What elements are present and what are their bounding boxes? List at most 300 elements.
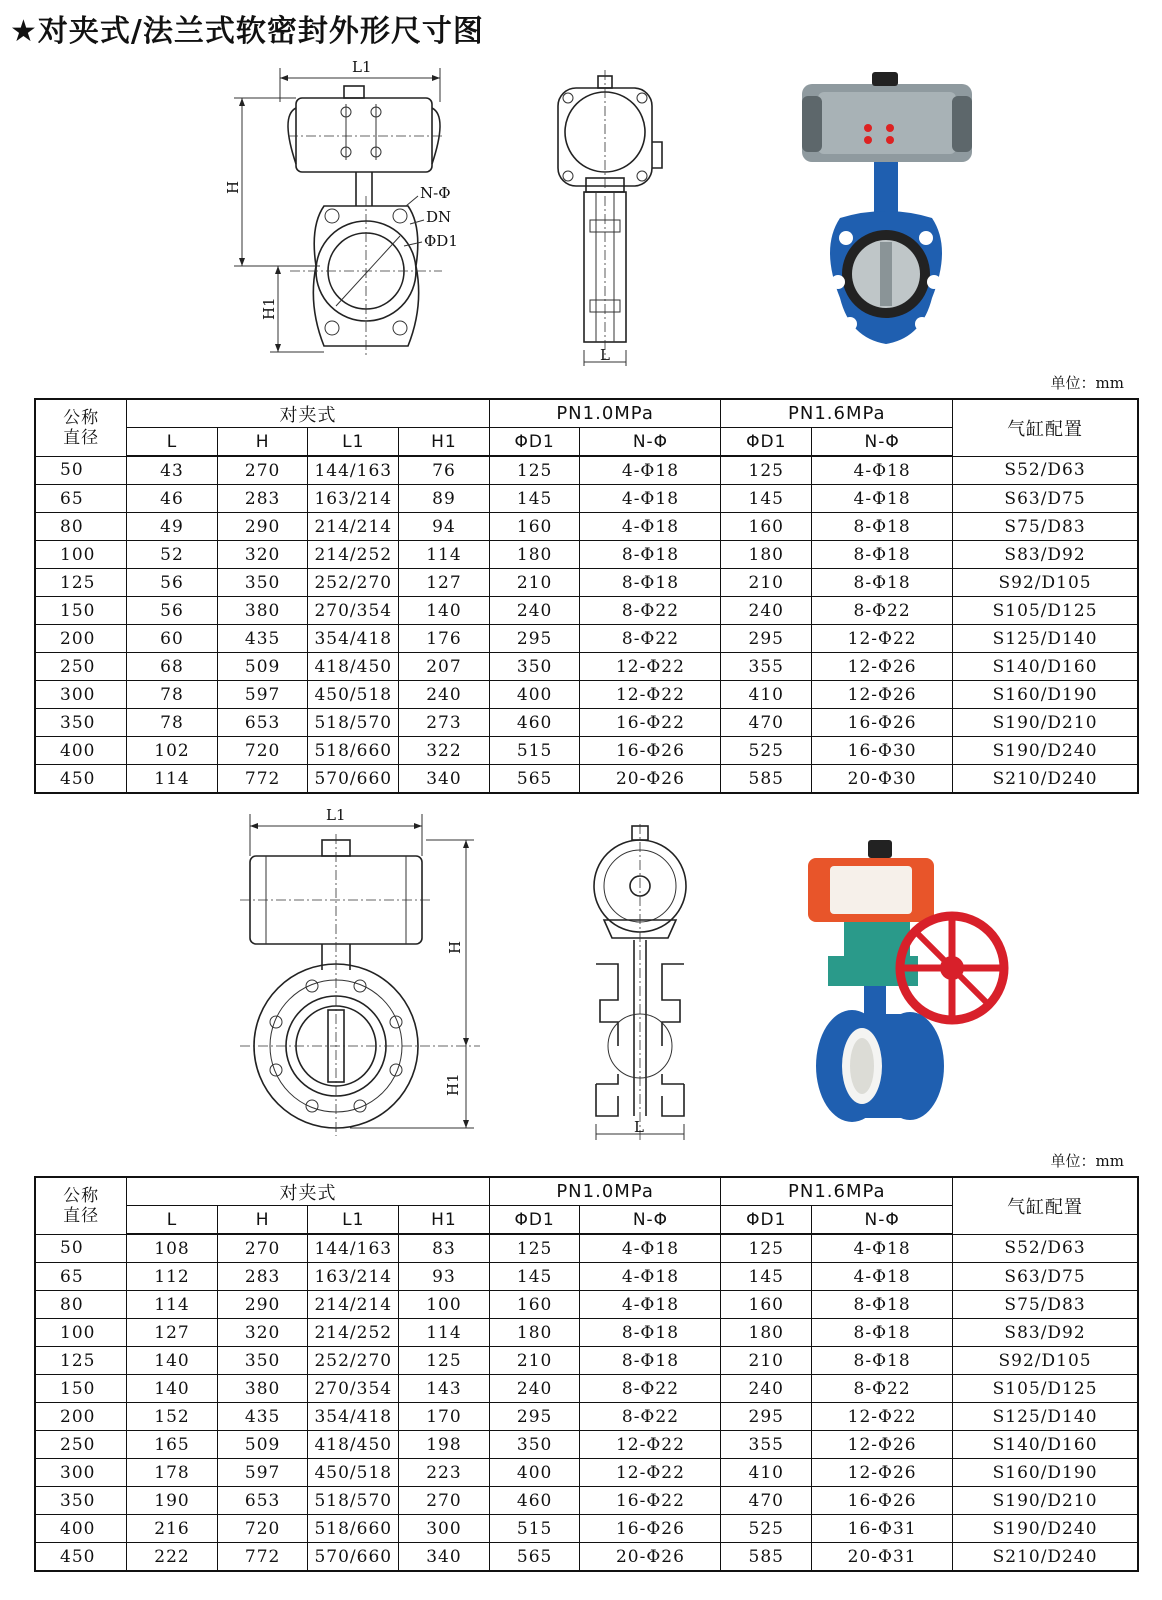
table-cell: S190/D210 (953, 709, 1138, 737)
table-cell: 565 (489, 1543, 580, 1572)
table-row (35, 681, 1138, 709)
table-cell: 56 (127, 597, 218, 625)
table-cell: 43 (127, 456, 218, 485)
table-cell: 12-Φ26 (812, 653, 953, 681)
table-cell: 772 (217, 765, 308, 794)
table-cell: 8-Φ18 (812, 513, 953, 541)
wafer-valve-side-drawing (540, 70, 680, 370)
table-cell: 56 (127, 569, 218, 597)
table-cell: 16-Φ26 (580, 737, 721, 765)
table-cell: S190/D240 (953, 737, 1138, 765)
table-cell: 78 (127, 709, 218, 737)
table-cell: 20-Φ26 (580, 1543, 721, 1572)
cell-nominal-diameter: 450 (35, 765, 127, 794)
table-cell: 240 (489, 1375, 580, 1403)
table-cell: 20-Φ26 (580, 765, 721, 794)
table-cell: 100 (399, 1291, 490, 1319)
table-cell: 145 (489, 1263, 580, 1291)
table-cell: 176 (399, 625, 490, 653)
table-cell: 410 (721, 1459, 812, 1487)
table-cell: S140/D160 (953, 653, 1138, 681)
header-cylinder-config: 气缸配置 (953, 399, 1138, 456)
table-cell: 355 (721, 653, 812, 681)
table-cell: S83/D92 (953, 1319, 1138, 1347)
table-cell: 509 (217, 1431, 308, 1459)
table-cell: 125 (399, 1347, 490, 1375)
spec-table-flanged (34, 1176, 1139, 1572)
dim-L-2: L (634, 1118, 644, 1136)
table-cell: 350 (489, 1431, 580, 1459)
dim-L1: L1 (352, 58, 372, 76)
table-cell: 290 (217, 1291, 308, 1319)
table-cell: 270 (217, 456, 308, 485)
header-pn16: PN1.6MPa (721, 399, 953, 428)
table-cell: 8-Φ18 (580, 1347, 721, 1375)
table-cell: 295 (489, 1403, 580, 1431)
table-cell: 570/660 (308, 765, 399, 794)
table-cell: 450/518 (308, 1459, 399, 1487)
table-cell: 145 (721, 1263, 812, 1291)
table-cell: 145 (489, 485, 580, 513)
table-body-flanged (35, 1234, 1138, 1571)
table-cell: 46 (127, 485, 218, 513)
table-cell: 252/270 (308, 1347, 399, 1375)
subheader: ΦD1 (721, 1206, 812, 1235)
table-cell: 283 (217, 1263, 308, 1291)
table-cell: 525 (721, 737, 812, 765)
table-cell: 400 (489, 681, 580, 709)
table-cell: S52/D63 (953, 456, 1138, 485)
table-row (35, 1431, 1138, 1459)
table-cell: 49 (127, 513, 218, 541)
table-cell: 270/354 (308, 597, 399, 625)
table-cell: 12-Φ26 (812, 1459, 953, 1487)
table-cell: 4-Φ18 (580, 1263, 721, 1291)
table-cell: 4-Φ18 (580, 1291, 721, 1319)
table-cell: 4-Φ18 (580, 1234, 721, 1263)
table-cell: 8-Φ18 (812, 1347, 953, 1375)
table-cell: 214/214 (308, 1291, 399, 1319)
table-cell: 273 (399, 709, 490, 737)
unit-label-2: 单位：mm (1050, 1152, 1124, 1170)
table-row (35, 1234, 1138, 1263)
table-row (35, 653, 1138, 681)
table-cell: 223 (399, 1459, 490, 1487)
subheader: H1 (399, 428, 490, 457)
table-cell: 12-Φ22 (580, 681, 721, 709)
table-cell: 8-Φ22 (812, 1375, 953, 1403)
cell-nominal-diameter: 125 (35, 1347, 127, 1375)
cell-nominal-diameter: 200 (35, 625, 127, 653)
subheader: L1 (308, 1206, 399, 1235)
table-cell: 518/660 (308, 737, 399, 765)
table-cell: 350 (489, 653, 580, 681)
subheader: ΦD1 (489, 1206, 580, 1235)
table-cell: 240 (721, 597, 812, 625)
table-cell: 140 (399, 597, 490, 625)
table-cell: 300 (399, 1515, 490, 1543)
unit-label-1: 单位：mm (1050, 374, 1124, 392)
header-pn10: PN1.0MPa (489, 399, 721, 428)
table-cell: 125 (489, 456, 580, 485)
table-cell: 165 (127, 1431, 218, 1459)
table-cell: 68 (127, 653, 218, 681)
label-DN: DN (426, 208, 452, 226)
subheader: N-Φ (812, 428, 953, 457)
table-cell: 380 (217, 1375, 308, 1403)
table-cell: 16-Φ26 (580, 1515, 721, 1543)
table-cell: S63/D75 (953, 1263, 1138, 1291)
dim-H1: H1 (260, 297, 278, 320)
table-cell: 114 (399, 1319, 490, 1347)
table-cell: 283 (217, 485, 308, 513)
table-cell: S75/D83 (953, 1291, 1138, 1319)
table-cell: S105/D125 (953, 1375, 1138, 1403)
header-pn10: PN1.0MPa (489, 1177, 721, 1206)
table-cell: S52/D63 (953, 1234, 1138, 1263)
table-cell: S75/D83 (953, 513, 1138, 541)
table-row (35, 709, 1138, 737)
table-cell: 350 (217, 569, 308, 597)
header-wafer-type: 对夹式 (127, 1177, 490, 1206)
subheader: H1 (399, 1206, 490, 1235)
table-cell: 240 (399, 681, 490, 709)
table-cell: 163/214 (308, 1263, 399, 1291)
subheader: N-Φ (580, 428, 721, 457)
table-cell: 12-Φ26 (812, 681, 953, 709)
cell-nominal-diameter: 80 (35, 1291, 127, 1319)
table-cell: 515 (489, 1515, 580, 1543)
table-cell: 435 (217, 1403, 308, 1431)
table-cell: 143 (399, 1375, 490, 1403)
subheader: L (127, 428, 218, 457)
table-cell: 127 (399, 569, 490, 597)
table-cell: 8-Φ22 (580, 1403, 721, 1431)
table-cell: 210 (721, 569, 812, 597)
table-cell: 127 (127, 1319, 218, 1347)
cell-nominal-diameter: 150 (35, 597, 127, 625)
table-cell: 653 (217, 709, 308, 737)
table-cell: 214/252 (308, 541, 399, 569)
table-cell: 114 (399, 541, 490, 569)
cell-nominal-diameter: 350 (35, 709, 127, 737)
table-cell: 585 (721, 1543, 812, 1572)
table-cell: 52 (127, 541, 218, 569)
cell-nominal-diameter: 250 (35, 1431, 127, 1459)
dim-H1-2: H1 (444, 1073, 462, 1096)
table-cell: 8-Φ22 (580, 597, 721, 625)
table-cell: 16-Φ22 (580, 709, 721, 737)
table-cell: 94 (399, 513, 490, 541)
table-cell: 8-Φ18 (812, 569, 953, 597)
header-cylinder-config: 气缸配置 (953, 1177, 1138, 1234)
table-cell: 320 (217, 541, 308, 569)
table-cell: 4-Φ18 (812, 1263, 953, 1291)
table-cell: 252/270 (308, 569, 399, 597)
cell-nominal-diameter: 50 (35, 456, 127, 485)
flanged-valve-product-photo (804, 830, 1024, 1130)
table-cell: 4-Φ18 (580, 456, 721, 485)
table-cell: 340 (399, 1543, 490, 1572)
cell-nominal-diameter: 200 (35, 1403, 127, 1431)
table-cell: 140 (127, 1347, 218, 1375)
table-cell: 180 (721, 1319, 812, 1347)
subheader: L (127, 1206, 218, 1235)
table-cell: 470 (721, 1487, 812, 1515)
table-cell: 653 (217, 1487, 308, 1515)
table-row (35, 485, 1138, 513)
table-cell: S160/D190 (953, 1459, 1138, 1487)
table-cell: S125/D140 (953, 1403, 1138, 1431)
table-cell: 340 (399, 765, 490, 794)
table-row (35, 1459, 1138, 1487)
table-cell: 214/214 (308, 513, 399, 541)
table-cell: 102 (127, 737, 218, 765)
cell-nominal-diameter: 100 (35, 1319, 127, 1347)
table-cell: 160 (489, 513, 580, 541)
table-cell: 4-Φ18 (580, 485, 721, 513)
table-cell: S190/D210 (953, 1487, 1138, 1515)
table-cell: 144/163 (308, 1234, 399, 1263)
table-cell: 152 (127, 1403, 218, 1431)
subheader: N-Φ (580, 1206, 721, 1235)
table-row (35, 513, 1138, 541)
table-row (35, 1319, 1138, 1347)
table-cell: 12-Φ26 (812, 1431, 953, 1459)
table-cell: 140 (127, 1375, 218, 1403)
table-row (35, 1263, 1138, 1291)
table-cell: 8-Φ18 (812, 541, 953, 569)
table-cell: 178 (127, 1459, 218, 1487)
table-cell: S63/D75 (953, 485, 1138, 513)
table-cell: 322 (399, 737, 490, 765)
label-phiD1: ΦD1 (424, 232, 458, 250)
table-cell: 8-Φ22 (812, 597, 953, 625)
wafer-valve-front-drawing (220, 56, 470, 366)
table-cell: 270 (217, 1234, 308, 1263)
table-cell: S92/D105 (953, 569, 1138, 597)
cell-nominal-diameter: 80 (35, 513, 127, 541)
table-cell: 12-Φ22 (580, 1459, 721, 1487)
table-cell: S190/D240 (953, 1515, 1138, 1543)
table-cell: 460 (489, 709, 580, 737)
table-cell: 93 (399, 1263, 490, 1291)
table-cell: 518/570 (308, 1487, 399, 1515)
table-cell: 4-Φ18 (812, 456, 953, 485)
table-cell: 8-Φ22 (580, 625, 721, 653)
cell-nominal-diameter: 400 (35, 737, 127, 765)
table-row (35, 1515, 1138, 1543)
table-row (35, 456, 1138, 485)
table-cell: 515 (489, 737, 580, 765)
table-row (35, 1487, 1138, 1515)
table-row (35, 1543, 1138, 1572)
table-cell: 354/418 (308, 1403, 399, 1431)
table-cell: 216 (127, 1515, 218, 1543)
table-cell: 198 (399, 1431, 490, 1459)
table-cell: 78 (127, 681, 218, 709)
table-cell: 180 (721, 541, 812, 569)
table-cell: 350 (217, 1347, 308, 1375)
table-cell: 222 (127, 1543, 218, 1572)
table-cell: 12-Φ22 (580, 653, 721, 681)
table-cell: 518/660 (308, 1515, 399, 1543)
subheader: ΦD1 (489, 428, 580, 457)
table-cell: 108 (127, 1234, 218, 1263)
table-cell: 295 (721, 625, 812, 653)
cell-nominal-diameter: 150 (35, 1375, 127, 1403)
spec-table-wafer (34, 398, 1139, 794)
table-cell: 207 (399, 653, 490, 681)
table-cell: 597 (217, 1459, 308, 1487)
cell-nominal-diameter: 400 (35, 1515, 127, 1543)
table-cell: 12-Φ22 (580, 1431, 721, 1459)
table-cell: 16-Φ30 (812, 737, 953, 765)
table-cell: 8-Φ18 (580, 1319, 721, 1347)
cell-nominal-diameter: 65 (35, 485, 127, 513)
cell-nominal-diameter: 250 (35, 653, 127, 681)
table-cell: S210/D240 (953, 765, 1138, 794)
table-cell: 8-Φ18 (812, 1319, 953, 1347)
table-cell: 295 (721, 1403, 812, 1431)
table-cell: 320 (217, 1319, 308, 1347)
table-cell: 125 (489, 1234, 580, 1263)
subheader: H (217, 1206, 308, 1235)
table-cell: 210 (489, 569, 580, 597)
page-title: ★对夹式/法兰式软密封外形尺寸图 (10, 14, 484, 49)
table-cell: 89 (399, 485, 490, 513)
table-cell: 240 (721, 1375, 812, 1403)
table-cell: S140/D160 (953, 1431, 1138, 1459)
subheader: N-Φ (812, 1206, 953, 1235)
table-cell: 410 (721, 681, 812, 709)
table-cell: 8-Φ18 (812, 1291, 953, 1319)
table-row (35, 625, 1138, 653)
table-cell: 240 (489, 597, 580, 625)
table-cell: 8-Φ18 (580, 541, 721, 569)
table-cell: 418/450 (308, 1431, 399, 1459)
header-wafer-type: 对夹式 (127, 399, 490, 428)
subheader: L1 (308, 428, 399, 457)
dim-H-2: H (446, 940, 464, 954)
table-cell: S92/D105 (953, 1347, 1138, 1375)
table-cell: 525 (721, 1515, 812, 1543)
table-cell: 4-Φ18 (580, 513, 721, 541)
header-nominal-diameter: 公称 直径 (35, 399, 127, 456)
table-cell: 12-Φ22 (812, 625, 953, 653)
table-cell: 20-Φ30 (812, 765, 953, 794)
dim-L1-2: L1 (326, 806, 346, 824)
cell-nominal-diameter: 350 (35, 1487, 127, 1515)
label-N-phi: N-Φ (420, 184, 451, 202)
table-row (35, 541, 1138, 569)
cell-nominal-diameter: 300 (35, 1459, 127, 1487)
table-cell: 125 (721, 456, 812, 485)
table-row (35, 1347, 1138, 1375)
cell-nominal-diameter: 65 (35, 1263, 127, 1291)
table-cell: 460 (489, 1487, 580, 1515)
table-cell: 144/163 (308, 456, 399, 485)
table-cell: 720 (217, 1515, 308, 1543)
table-cell: 435 (217, 625, 308, 653)
table-cell: 180 (489, 541, 580, 569)
table-cell: 20-Φ31 (812, 1543, 953, 1572)
table-cell: 12-Φ22 (812, 1403, 953, 1431)
table-cell: 16-Φ31 (812, 1515, 953, 1543)
table-cell: 163/214 (308, 485, 399, 513)
flanged-valve-front-drawing (230, 800, 490, 1136)
table-cell: 83 (399, 1234, 490, 1263)
table-cell: 16-Φ26 (812, 1487, 953, 1515)
table-row (35, 569, 1138, 597)
header-nominal-diameter: 公称 直径 (35, 1177, 127, 1234)
table-cell: 720 (217, 737, 308, 765)
table-cell: S105/D125 (953, 597, 1138, 625)
table-cell: S83/D92 (953, 541, 1138, 569)
table-cell: 270/354 (308, 1375, 399, 1403)
table-cell: 380 (217, 597, 308, 625)
table-cell: 210 (721, 1347, 812, 1375)
cell-nominal-diameter: 100 (35, 541, 127, 569)
table-row (35, 1375, 1138, 1403)
subheader: H (217, 428, 308, 457)
table-cell: 565 (489, 765, 580, 794)
table-cell: 354/418 (308, 625, 399, 653)
table-cell: 418/450 (308, 653, 399, 681)
table-cell: 112 (127, 1263, 218, 1291)
header-pn16: PN1.6MPa (721, 1177, 953, 1206)
table-cell: 470 (721, 709, 812, 737)
table-cell: 114 (127, 765, 218, 794)
table-cell: S160/D190 (953, 681, 1138, 709)
table-cell: 16-Φ26 (812, 709, 953, 737)
table-cell: 355 (721, 1431, 812, 1459)
table-cell: 76 (399, 456, 490, 485)
table-cell: 585 (721, 765, 812, 794)
dim-L: L (600, 346, 610, 364)
table-cell: 518/570 (308, 709, 399, 737)
table-cell: 8-Φ22 (580, 1375, 721, 1403)
table-cell: 114 (127, 1291, 218, 1319)
table-cell: 160 (721, 1291, 812, 1319)
table-row (35, 1403, 1138, 1431)
table-cell: 160 (721, 513, 812, 541)
table-cell: 180 (489, 1319, 580, 1347)
dim-H: H (224, 180, 242, 194)
cell-nominal-diameter: 50 (35, 1234, 127, 1263)
table-cell: 160 (489, 1291, 580, 1319)
subheader: ΦD1 (721, 428, 812, 457)
table-cell: 295 (489, 625, 580, 653)
table-cell: 400 (489, 1459, 580, 1487)
table-cell: 4-Φ18 (812, 1234, 953, 1263)
wafer-valve-product-photo (798, 68, 978, 353)
table-body-wafer (35, 456, 1138, 793)
table-row (35, 737, 1138, 765)
table-cell: 509 (217, 653, 308, 681)
table-cell: 170 (399, 1403, 490, 1431)
table-row (35, 765, 1138, 794)
cell-nominal-diameter: 125 (35, 569, 127, 597)
table-cell: 597 (217, 681, 308, 709)
flanged-valve-side-drawing (586, 824, 696, 1144)
table-cell: 214/252 (308, 1319, 399, 1347)
table-cell: 190 (127, 1487, 218, 1515)
table-cell: 210 (489, 1347, 580, 1375)
table-cell: 60 (127, 625, 218, 653)
cell-nominal-diameter: 450 (35, 1543, 127, 1572)
table-cell: 145 (721, 485, 812, 513)
